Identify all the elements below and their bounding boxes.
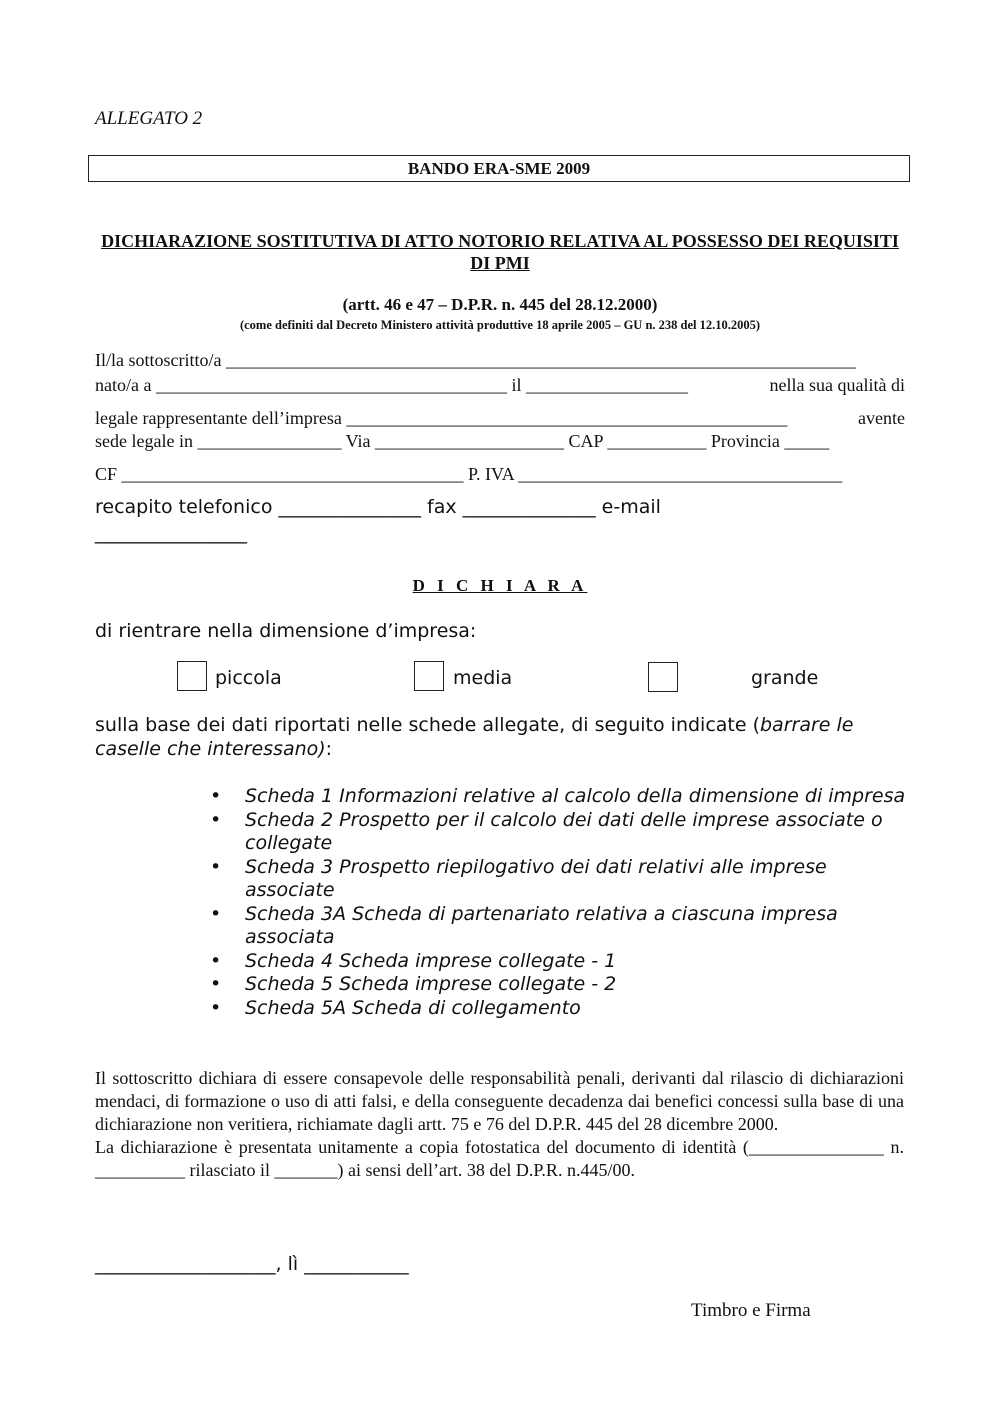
- checkbox-piccola[interactable]: [177, 661, 207, 691]
- form-line-name: [95, 350, 905, 371]
- declares-heading: D I C H I A R A: [412, 576, 588, 595]
- basis-main: sulla base dei dati riportati nelle schede allegate, di seguito indicate (: [95, 714, 760, 736]
- list-item: [200, 903, 910, 950]
- disclaimer: [95, 1067, 904, 1182]
- avente-label: avente: [858, 408, 905, 428]
- call-title-box: BANDO ERA-SME 2009: [88, 155, 910, 182]
- basis-text: [95, 713, 907, 761]
- document-title: DICHIARAZIONE SOSTITUTIVA DI ATTO NOTORIO RELATIVA AL POSSESSO DEI REQUISITI DI PMI: [101, 231, 899, 273]
- bullet-icon: •: [210, 902, 222, 925]
- scheda-label: Scheda 4 Scheda imprese collegate - 1: [245, 949, 617, 972]
- disclaimer-paragraph-2: La dichiarazione è presentata unitamente a copia fotostatica del documento di identità (_______________ n. __________ rilasciato il _______) ai sensi dell’art. 38 del D.P.R. n.445/00.: [95, 1137, 904, 1180]
- attachments-list: [200, 785, 910, 1020]
- checkbox-media[interactable]: [414, 661, 444, 691]
- form-line-address: [95, 431, 905, 452]
- scheda-label: Scheda 2 Prospetto per il calcolo dei dati delle imprese associate o collegate: [245, 808, 883, 854]
- company-field[interactable]: legale rappresentante dell’impresa _________________________________________________: [95, 408, 788, 428]
- legal-reference: (artt. 46 e 47 – D.P.R. n. 445 del 28.12.2000): [342, 295, 658, 314]
- attachment-label: ALLEGATO 2: [95, 108, 203, 129]
- scheda-label: Scheda 5 Scheda imprese collegate - 2: [245, 973, 617, 995]
- label-piccola: piccola: [215, 667, 282, 689]
- bullet-icon: •: [210, 973, 222, 995]
- list-item: [200, 856, 910, 903]
- address-field[interactable]: sede legale in ________________ Via _____________________ CAP ___________ Provincia _____: [95, 431, 830, 451]
- contact-field[interactable]: recapito telefonico _______________ fax ______________ e-mail: [95, 496, 661, 518]
- form-line-birth: [95, 375, 905, 396]
- scheda-label: Scheda 3 Prospetto riepilogativo dei dati relativi alle imprese associate: [245, 855, 827, 901]
- list-item: [200, 785, 910, 809]
- bullet-icon: •: [210, 785, 222, 807]
- label-media: media: [453, 667, 513, 689]
- email-field[interactable]: ________________: [95, 522, 247, 544]
- scheda-label: Scheda 3A Scheda di partenariato relativa a ciascuna impresa associata: [245, 902, 838, 948]
- name-field[interactable]: Il/la sottoscritto/a ______________________________________________________________________: [95, 350, 856, 370]
- checkbox-grande[interactable]: [648, 662, 678, 692]
- tax-field[interactable]: CF ______________________________________ P. IVA ____________________________________: [95, 464, 843, 484]
- bullet-icon: •: [210, 949, 222, 972]
- disclaimer-paragraph-1: Il sottoscritto dichiara di essere consapevole delle responsabilità penali, derivanti dal rilascio di dichiarazioni mendaci, di formazione o uso di atti falsi, e della conseguente decadenza dai benefici concessi sulla base di una dichiarazione non veritiera, richiamate dagli artt. 75 e 76 del D.P.R. 445 del 28 dicembre 2000.: [95, 1068, 904, 1134]
- size-prompt: di rientrare nella dimensione d’impresa:: [95, 620, 477, 642]
- birth-field[interactable]: nato/a a _______________________________________ il __________________: [95, 375, 688, 395]
- role-label: nella sua qualità di: [769, 375, 905, 395]
- definition-note: (come definiti dal Decreto Ministero attività produttive 18 aprile 2005 – GU n. 238 del 12.10.2005): [239, 318, 761, 332]
- bullet-icon: •: [210, 996, 222, 1019]
- form-line-tax: [95, 464, 905, 485]
- scheda-label: Scheda 1 Informazioni relative al calcolo della dimensione di impresa: [245, 785, 906, 807]
- bullet-icon: •: [210, 855, 222, 878]
- scheda-label: Scheda 5A Scheda di collegamento: [245, 996, 581, 1019]
- signature-label: Timbro e Firma: [691, 1300, 811, 1321]
- list-item: [200, 997, 910, 1021]
- basis-italic: barrare le caselle che interessano): [95, 714, 854, 760]
- basis-end: :: [325, 738, 333, 760]
- list-item: [200, 809, 910, 856]
- list-item: [200, 973, 910, 997]
- bullet-icon: •: [210, 808, 222, 831]
- form-line-company: [95, 408, 905, 429]
- label-grande: grande: [751, 667, 819, 689]
- list-item: [200, 950, 910, 974]
- place-date-field[interactable]: ___________________, lì ___________: [95, 1253, 409, 1275]
